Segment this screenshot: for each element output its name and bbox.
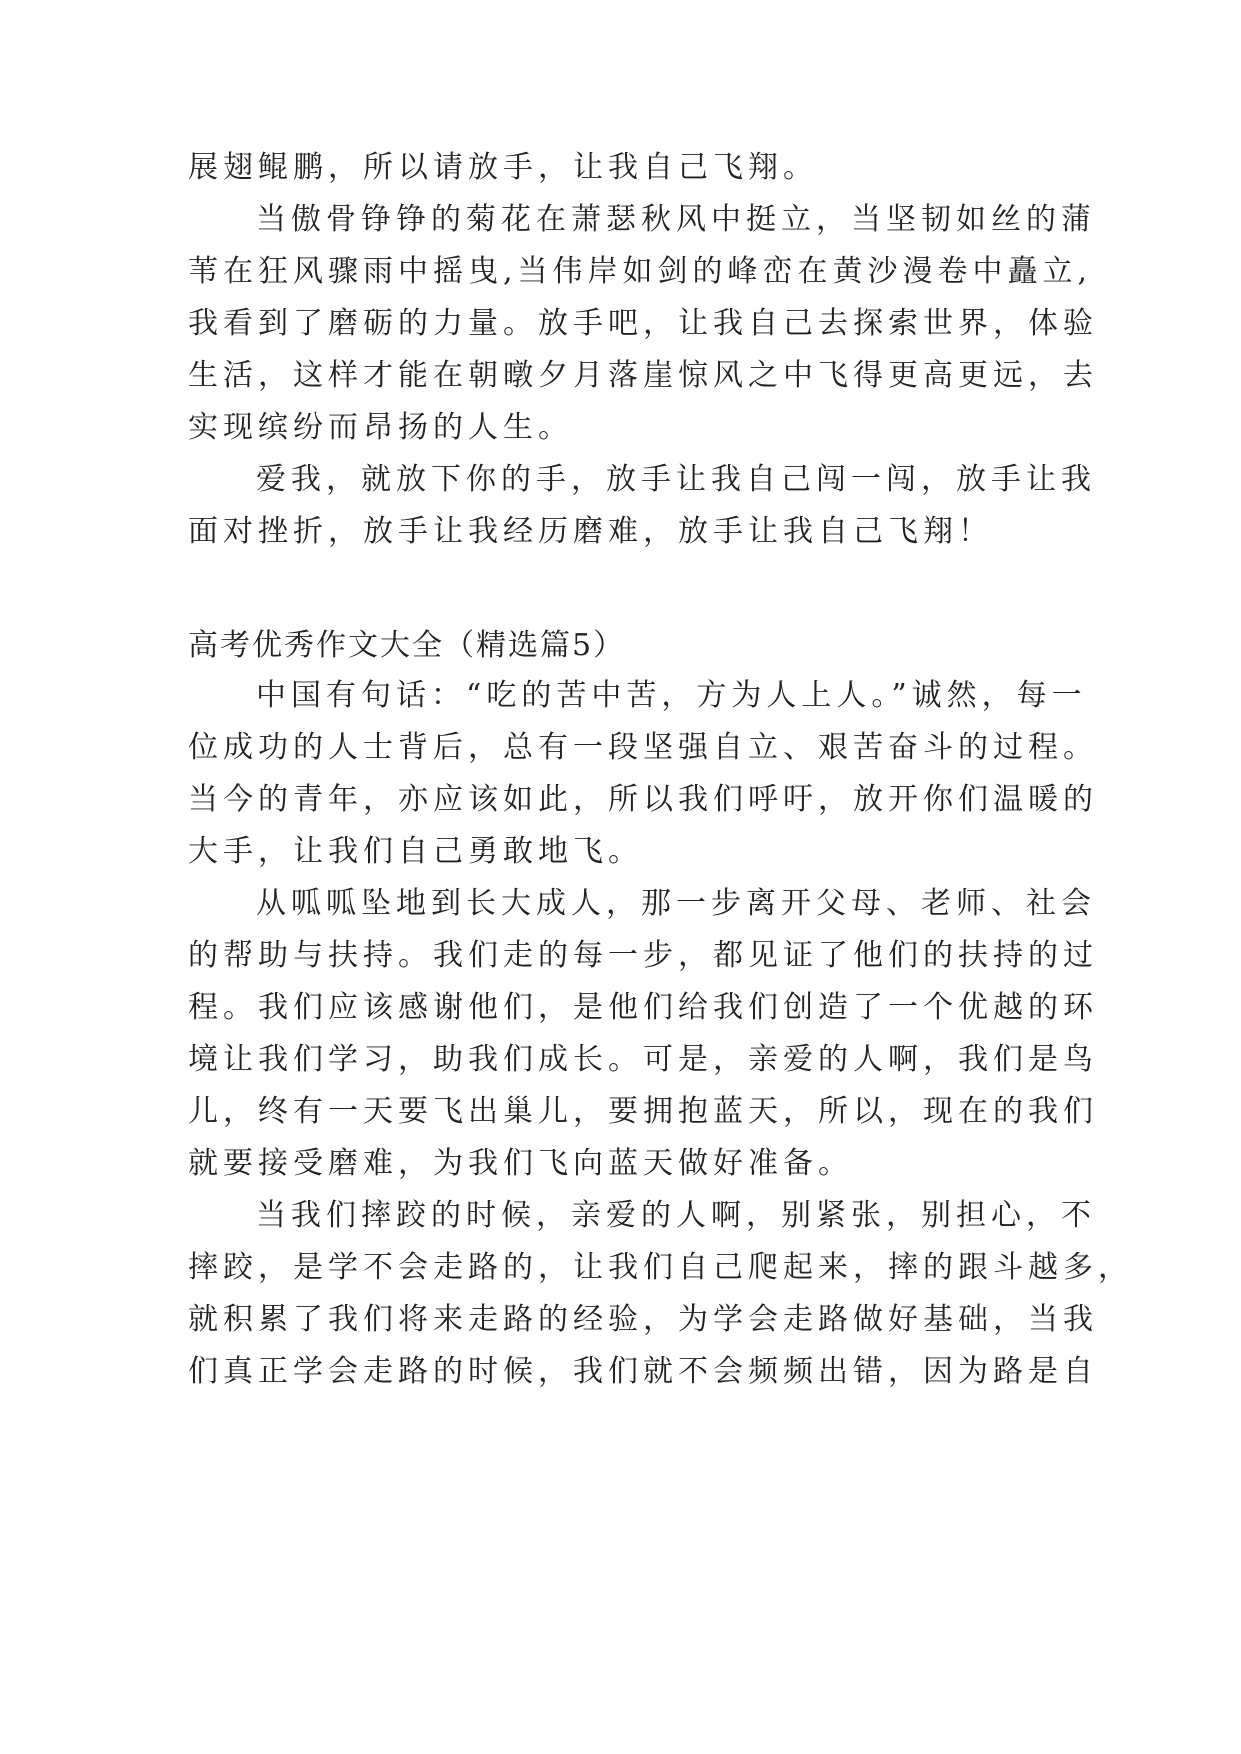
section-paragraph-1-line-3: 当今的青年，亦应该如此，所以我们呼吁，放开你们温暖的 [188,782,1098,817]
section-paragraph-3-line-3: 就积累了我们将来走路的经验，为学会走路做好基础，当我 [188,1302,1098,1337]
section-paragraph-2-line-2: 的帮助与扶持。我们走的每一步，都见证了他们的扶持的过 [188,938,1098,973]
paragraph-2-line-1: 当傲骨铮铮的菊花在萧瑟秋风中挺立，当坚韧如丝的蒲 [256,202,1096,237]
section-paragraph-1-line-2: 位成功的人士背后，总有一段坚强自立、艰苦奋斗的过程。 [188,730,1098,765]
section-paragraph-2-line-1: 从呱呱坠地到长大成人，那一步离开父母、老师、社会 [256,886,1096,921]
section-paragraph-2-line-3: 程。我们应该感谢他们，是他们给我们创造了一个优越的环 [188,990,1098,1025]
paragraph-2-line-5: 实现缤纷而昂扬的人生。 [188,410,573,445]
section-paragraph-1-line-4: 大手，让我们自己勇敢地飞。 [188,834,643,869]
paragraph-1-line-1: 展翅鲲鹏，所以请放手，让我自己飞翔。 [188,150,818,185]
section-paragraph-1-line-1: 中国有句话：“吃的苦中苦，方为人上人。”诚然，每一 [256,678,1087,713]
section-paragraph-2-line-6: 就要接受磨难，为我们飞向蓝天做好准备。 [188,1146,853,1181]
paragraph-3-line-1: 爱我，就放下你的手，放手让我自己闯一闯，放手让我 [256,462,1096,497]
section-paragraph-2-line-4: 境让我们学习，助我们成长。可是，亲爱的人啊，我们是鸟 [188,1042,1098,1077]
section-paragraph-3-line-2: 摔跤，是学不会走路的，让我们自己爬起来，摔的跟斗越多， [188,1250,1133,1285]
paragraph-3-line-2: 面对挫折，放手让我经历磨难，放手让我自己飞翔！ [188,514,993,549]
section-paragraph-3-line-4: 们真正学会走路的时候，我们就不会频频出错，因为路是自 [188,1354,1098,1389]
section-title: 高考优秀作文大全（精选篇5） [188,628,626,663]
section-paragraph-3-line-1: 当我们摔跤的时候，亲爱的人啊，别紧张，别担心，不 [256,1198,1096,1233]
section-paragraph-2-line-5: 儿，终有一天要飞出巢儿，要拥抱蓝天，所以，现在的我们 [188,1094,1098,1129]
paragraph-2-line-4: 生活，这样才能在朝暾夕月落崖惊风之中飞得更高更远，去 [188,358,1098,393]
paragraph-2-line-2: 苇在狂风骤雨中摇曳,当伟岸如剑的峰峦在黄沙漫卷中矗立, [188,254,1093,289]
paragraph-2-line-3: 我看到了磨砺的力量。放手吧，让我自己去探索世界，体验 [188,306,1098,341]
